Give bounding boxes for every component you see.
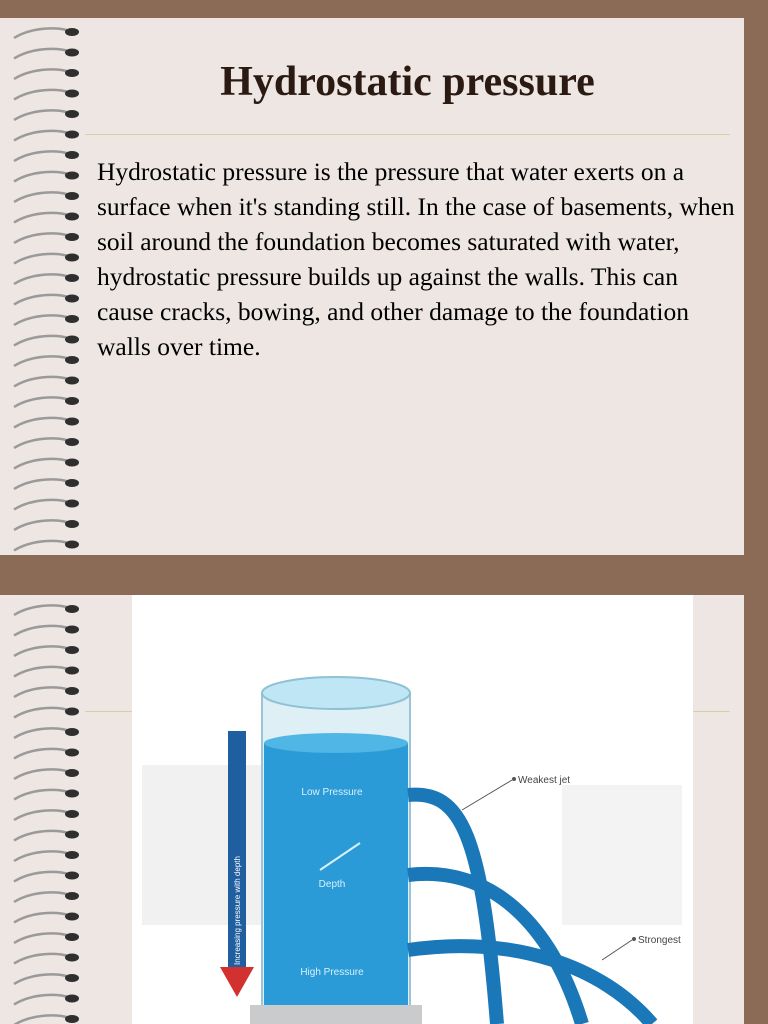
binding-coil (14, 831, 79, 841)
binding-coil (14, 274, 79, 284)
binding-coil (14, 69, 79, 79)
spiral-binding-1 (0, 18, 90, 555)
binding-coil (14, 336, 79, 346)
binding-coil (14, 541, 79, 551)
binding-coil (14, 295, 79, 305)
slide-page-2 (0, 595, 744, 1024)
hydrostatic-figure (132, 595, 693, 1024)
binding-coil (14, 933, 79, 943)
binding-coil (14, 377, 79, 387)
spiral-binding-2 (0, 595, 90, 1024)
binding-coil (14, 500, 79, 510)
binding-coil (14, 892, 79, 902)
binding-coil (14, 626, 79, 636)
arrow-label: Increasing pressure with depth (233, 856, 242, 965)
jet-top (408, 795, 497, 1024)
slide-body-text: Hydrostatic pressure is the pressure that water exerts on a surface when it's standing still. In the case of basements, when soil around the foundation becomes saturated with water, hydrostatic pressure builds up against the walls. This can cause cracks, bowing, and other damage to the foundation walls over time. (97, 157, 735, 361)
binding-coil (14, 913, 79, 923)
binding-coil (14, 131, 79, 141)
binding-coil (14, 974, 79, 984)
binding-coil (14, 213, 79, 223)
binding-coil (14, 356, 79, 366)
binding-coil (14, 995, 79, 1005)
binding-coil (14, 172, 79, 182)
binding-coil (14, 254, 79, 264)
binding-coil (14, 315, 79, 325)
binding-coil (14, 810, 79, 820)
binding-coil (14, 667, 79, 677)
cylinder-base (250, 1005, 422, 1024)
binding-coil (14, 438, 79, 448)
binding-coil (14, 479, 79, 489)
binding-coil (14, 110, 79, 120)
binding-coil (14, 749, 79, 759)
binding-coil (14, 459, 79, 469)
binding-coil (14, 418, 79, 428)
binding-coil (14, 790, 79, 800)
binding-coil (14, 233, 79, 243)
pressure-cylinder-diagram (132, 595, 693, 1024)
binding-coil (14, 1015, 79, 1024)
binding-coil (14, 769, 79, 779)
strongest-jet-label: Strongest (638, 935, 681, 946)
high-pressure-label: High Pressure (300, 967, 364, 978)
binding-coil (14, 646, 79, 656)
binding-coil (14, 605, 79, 615)
binding-coil (14, 192, 79, 202)
binding-coil (14, 397, 79, 407)
title-divider (85, 134, 730, 135)
binding-coil (14, 151, 79, 161)
binding-coil (14, 90, 79, 100)
pressure-arrow-head (220, 967, 254, 997)
cylinder-rim (262, 677, 410, 709)
depth-label: Depth (318, 879, 346, 890)
slide-page-1 (0, 18, 744, 555)
binding-coil (14, 687, 79, 697)
binding-coil (14, 49, 79, 59)
weakest-jet-label: Weakest jet (518, 775, 571, 786)
binding-coil (14, 954, 79, 964)
binding-coil (14, 520, 79, 530)
slide-title: Hydrostatic pressure (220, 59, 595, 105)
binding-coil (14, 851, 79, 861)
binding-coil (14, 872, 79, 882)
binding-coil (14, 728, 79, 738)
binding-coil (14, 708, 79, 718)
low-pressure-label: Low Pressure (301, 787, 363, 798)
binding-coil (14, 28, 79, 38)
jet-bottom (408, 946, 652, 1024)
